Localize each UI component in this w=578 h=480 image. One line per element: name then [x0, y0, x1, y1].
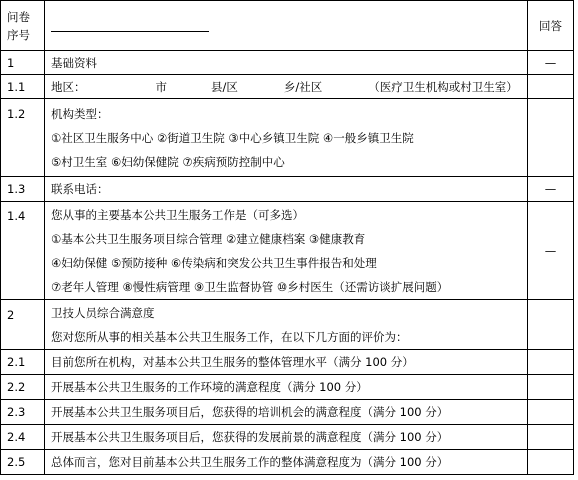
title-blank-line[interactable] — [51, 17, 209, 32]
header-number-label-1: 问卷 — [7, 9, 30, 24]
table-row — [1, 375, 574, 400]
row-answer: — — [528, 202, 574, 300]
row-question: 目前您所在机构，对基本公共卫生服务的整体管理水平（满分 100 分） — [45, 350, 528, 375]
table-row — [1, 99, 574, 177]
question-line: 您从事的主要基本公共卫生服务工作是（可多选） — [51, 207, 304, 222]
question-line: 机构类型： — [51, 106, 109, 121]
row-number: 1.3 — [1, 177, 45, 202]
county-label: 县/区 — [211, 79, 238, 94]
row-question — [45, 300, 528, 350]
header-number-label-2: 序号 — [7, 27, 30, 42]
row-question: 开展基本公共卫生服务项目后，您获得的发展前景的满意程度（满分 100 分） — [45, 425, 528, 450]
row-number: 2.5 — [1, 450, 45, 475]
city-label: 市 — [155, 79, 167, 94]
table-row — [1, 75, 574, 99]
section-title: 卫技人员综合满意度 — [51, 305, 155, 320]
table-row — [1, 450, 574, 475]
section-intro: 您对您所从事的相关基本公共卫生服务工作，在以下几方面的评价为： — [51, 329, 408, 344]
row-answer[interactable] — [528, 75, 574, 99]
option-line: ④妇幼保健 ⑤预防接种 ⑥传染病和突发公共卫生事件报告和处理 — [51, 255, 377, 270]
row-question: 联系电话： — [45, 177, 528, 202]
row-answer[interactable] — [528, 99, 574, 177]
row-answer — [528, 300, 574, 350]
institution-note: （医疗卫生机构或村卫生室） — [368, 79, 518, 94]
table-row — [1, 202, 574, 300]
header-number-cell — [1, 1, 45, 51]
option-line: ①社区卫生服务中心 ②街道卫生院 ③中心乡镇卫生院 ④一般乡镇卫生院 — [51, 130, 414, 145]
row-answer[interactable] — [528, 350, 574, 375]
row-number: 2 — [1, 300, 45, 350]
row-question — [45, 99, 528, 177]
header-answer-label: 回答 — [528, 1, 574, 51]
row-number: 2.3 — [1, 400, 45, 425]
row-question — [45, 202, 528, 300]
row-number: 1.1 — [1, 75, 45, 99]
row-number: 1.2 — [1, 99, 45, 177]
table-row — [1, 350, 574, 375]
row-question-region — [45, 75, 528, 99]
row-number: 2.2 — [1, 375, 45, 400]
row-answer: — — [528, 177, 574, 202]
row-number: 1.4 — [1, 202, 45, 300]
row-answer[interactable] — [528, 400, 574, 425]
table-row — [1, 425, 574, 450]
row-answer[interactable] — [528, 425, 574, 450]
row-number: 2.1 — [1, 350, 45, 375]
option-line: ①基本公共卫生服务项目综合管理 ②建立健康档案 ③健康教育 — [51, 231, 366, 246]
row-question: 开展基本公共卫生服务项目后，您获得的培训机会的满意程度（满分 100 分） — [45, 400, 528, 425]
header-title-blank[interactable] — [45, 1, 528, 51]
row-answer: — — [528, 51, 574, 75]
row-number: 2.4 — [1, 425, 45, 450]
row-question: 基础资料 — [45, 51, 528, 75]
table-row — [1, 300, 574, 350]
row-answer[interactable] — [528, 375, 574, 400]
row-answer[interactable] — [528, 450, 574, 475]
option-line: ⑦老年人管理 ⑧慢性病管理 ⑨卫生监督协管 ⑩乡村医生（还需访谈扩展问题） — [51, 279, 449, 294]
header-row — [1, 1, 574, 51]
region-label: 地区： — [51, 79, 86, 94]
table-row — [1, 400, 574, 425]
township-label: 乡/社区 — [283, 79, 323, 94]
row-question: 开展基本公共卫生服务的工作环境的满意程度（满分 100 分） — [45, 375, 528, 400]
row-question: 总体而言，您对目前基本公共卫生服务工作的整体满意程度为（满分 100 分） — [45, 450, 528, 475]
option-line: ⑤村卫生室 ⑥妇幼保健院 ⑦疾病预防控制中心 — [51, 154, 285, 169]
table-row — [1, 51, 574, 75]
row-number: 1 — [1, 51, 45, 75]
table-row — [1, 177, 574, 202]
